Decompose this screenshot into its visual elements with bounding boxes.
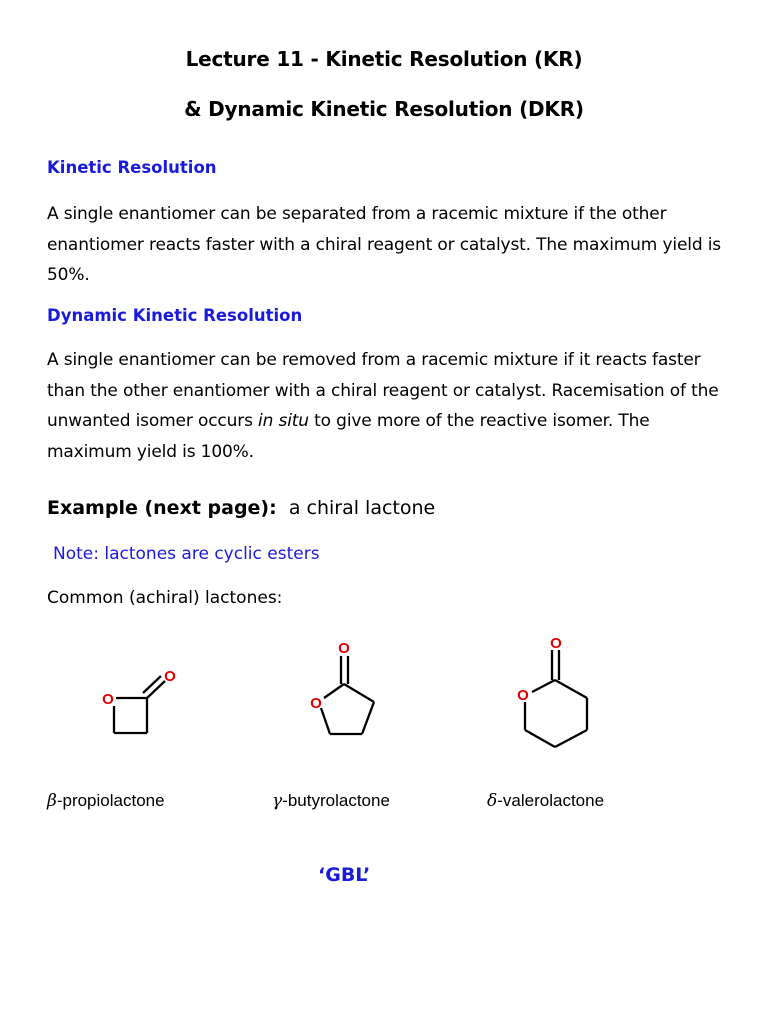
- gamma-butyrolactone-label: [272, 791, 390, 811]
- molecule-name: -propiolactone: [56, 791, 165, 810]
- bond: [525, 730, 555, 747]
- double-bond: [143, 676, 161, 693]
- bond: [555, 680, 587, 698]
- beta-propiolactone-structure: [90, 660, 190, 750]
- example-label: Example (next page):: [47, 497, 277, 519]
- carbonyl-oxygen-atom: O: [164, 668, 176, 685]
- example-line: [47, 497, 435, 519]
- bond: [344, 684, 374, 702]
- dkr-text-part1: A single enantiomer can be removed from a racemic mixture if it reacts faster than the other enantiomer with a chiral reagent or catalyst. Racemisation of the unwanted isomer occurs: [47, 350, 719, 431]
- carbonyl-oxygen-atom: O: [550, 635, 562, 652]
- dkr-text-part2: to give more of the reactive isomer. The maximum yield is 100%.: [47, 411, 650, 462]
- delta-valerolactone-label: [487, 791, 604, 811]
- note-text: Note: lactones are cyclic esters: [53, 544, 320, 564]
- oxygen-atom: O: [310, 695, 322, 712]
- oxygen-atom: O: [102, 691, 114, 708]
- section-heading-kinetic-resolution: Kinetic Resolution: [47, 158, 217, 177]
- section-text-kinetic-resolution: A single enantiomer can be separated from a racemic mixture if the other enantiomer reacts faster with a chiral reagent or catalyst. The maximum yield is 50%.: [47, 204, 722, 285]
- bond: [321, 708, 330, 734]
- bond: [324, 684, 344, 698]
- page-title: Lecture 11 - Kinetic Resolution (KR): [185, 47, 583, 71]
- bond: [555, 730, 587, 747]
- page-subtitle: & Dynamic Kinetic Resolution (DKR): [184, 97, 584, 121]
- oxygen-atom: O: [517, 687, 529, 704]
- example-text: a chiral lactone: [288, 497, 436, 519]
- gamma-butyrolactone-structure: [300, 636, 390, 746]
- bond: [362, 702, 374, 734]
- molecule-name: -butyrolactone: [282, 791, 390, 810]
- carbonyl-oxygen-atom: O: [338, 640, 350, 657]
- bond: [532, 680, 555, 692]
- common-lactones-label: Common (achiral) lactones:: [47, 588, 283, 608]
- molecule-name: -valerolactone: [497, 791, 605, 810]
- greek-gamma: γ: [272, 791, 283, 811]
- dkr-text-in-situ: in situ: [258, 411, 309, 431]
- beta-propiolactone-label: [47, 791, 165, 811]
- gbl-label: ‘GBL’: [318, 864, 371, 886]
- greek-delta: δ: [487, 791, 498, 811]
- section-text-dynamic-kinetic-resolution: [47, 345, 737, 467]
- section-heading-dynamic-kinetic-resolution: Dynamic Kinetic Resolution: [47, 306, 303, 325]
- double-bond: [147, 681, 165, 698]
- greek-beta: β: [47, 791, 57, 811]
- delta-valerolactone-structure: [510, 632, 600, 752]
